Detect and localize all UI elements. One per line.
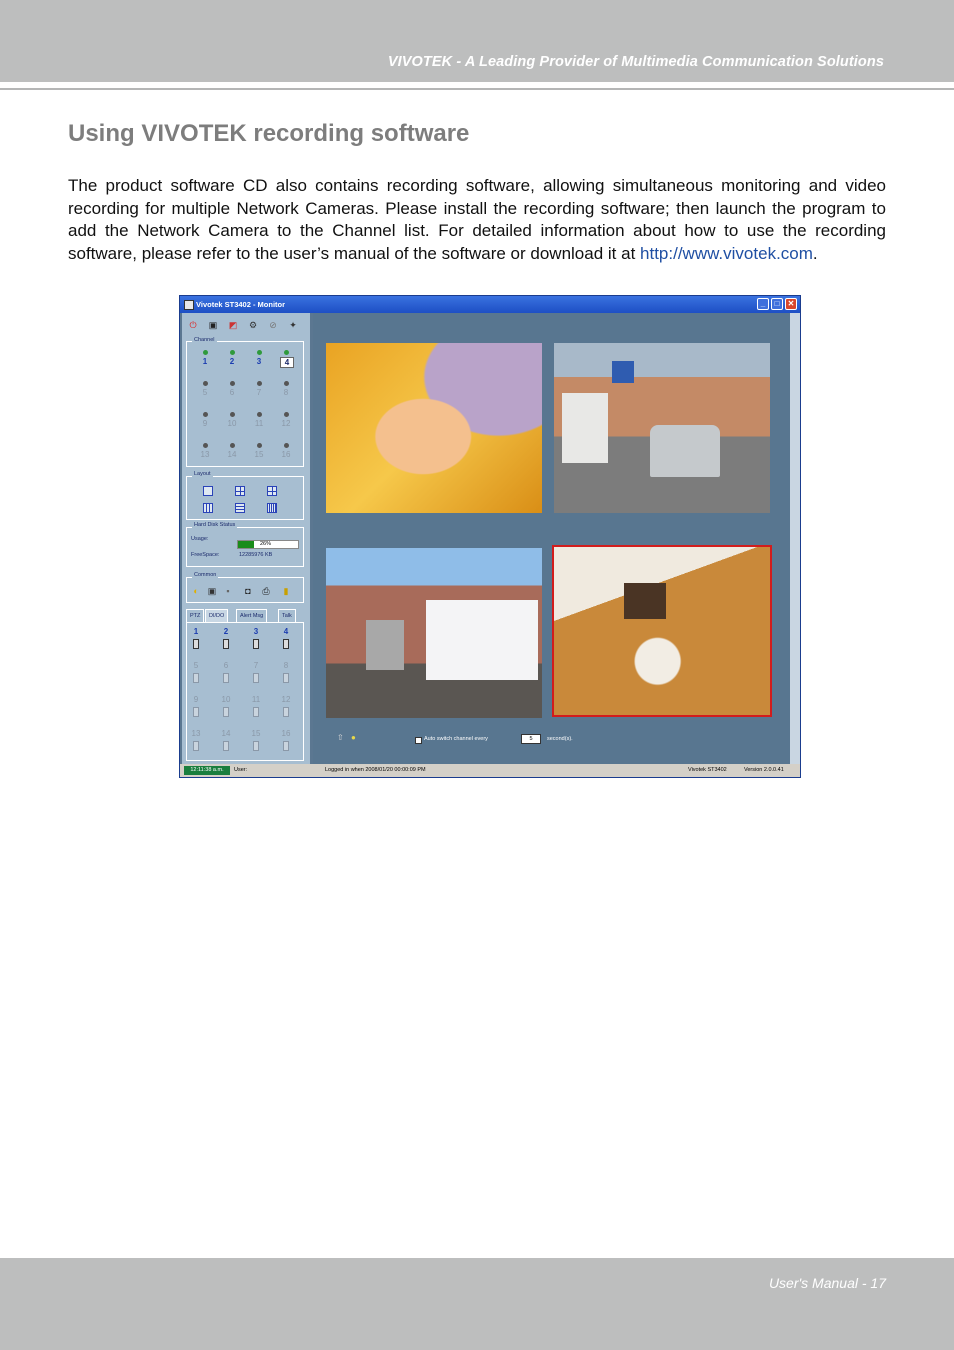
channel-group-label: Channel: [194, 337, 215, 343]
garage-door: [366, 620, 404, 670]
dio-switch[interactable]: [253, 673, 259, 683]
dio-number: 6: [223, 661, 229, 670]
dio-switch[interactable]: [253, 741, 259, 751]
alarm-light-icon[interactable]: ●: [351, 733, 356, 742]
dio-switch[interactable]: [283, 707, 289, 717]
dio-switch[interactable]: [223, 639, 229, 649]
tab-panel: [186, 609, 304, 761]
channel-button[interactable]: 1: [202, 357, 208, 366]
app-icon: [184, 300, 194, 310]
section-paragraph: [68, 175, 886, 265]
stop-icon[interactable]: ▣: [207, 586, 217, 596]
channel-button[interactable]: 4: [280, 357, 294, 368]
recording-software-screenshot: [179, 295, 801, 778]
channel-led: [257, 381, 262, 386]
channel-button[interactable]: 7: [256, 388, 262, 397]
status-login: Logged in when 2008/01/20 00:00:09 PM: [325, 767, 426, 773]
dio-number: 11: [251, 695, 261, 704]
dio-switch[interactable]: [193, 639, 199, 649]
channel-button[interactable]: 2: [229, 357, 235, 366]
dio-number: 8: [283, 661, 289, 670]
snapshot-folder-icon[interactable]: ◐: [193, 586, 199, 596]
channel-button[interactable]: 9: [202, 419, 208, 428]
vertical-scrollbar[interactable]: [790, 313, 800, 764]
close-button[interactable]: ✕: [785, 298, 797, 310]
hdd-status-group: [186, 527, 304, 567]
page-footer: [0, 1258, 954, 1350]
dio-number: 15: [251, 729, 261, 738]
dio-switch[interactable]: [223, 741, 229, 751]
layout-group-label: Layout: [194, 471, 211, 477]
camera-view-street[interactable]: [554, 343, 770, 513]
channel-button[interactable]: 10: [227, 419, 237, 428]
dio-switch[interactable]: [253, 639, 259, 649]
channel-button[interactable]: 5: [202, 388, 208, 397]
channel-button[interactable]: 15: [254, 450, 264, 459]
hdd-group-label: Hard Disk Status: [194, 522, 236, 528]
status-bar: [180, 764, 800, 777]
auto-switch-label: Auto switch channel every: [424, 736, 488, 742]
usage-label: Usage:: [191, 536, 209, 542]
dio-number: 10: [221, 695, 231, 704]
paragraph-text: The product software CD also contains recording software, allowing simultaneous monitoring and video recording for multiple Network Cameras. Please install the recording software; then launch the program to add the Network Camera to the Channel list. For detailed information about how to use the recording software, please refer to the user’s manual of the software or download it at: [68, 176, 886, 263]
channel-led: [203, 412, 208, 417]
layout-3x3-button[interactable]: [203, 503, 213, 513]
channel-led: [203, 443, 208, 448]
common-group-label: Common: [194, 572, 217, 578]
channel-button[interactable]: 3: [256, 357, 262, 366]
van-shape: [562, 393, 608, 463]
dio-switch[interactable]: [193, 707, 199, 717]
auto-switch-unit: second(s).: [547, 736, 573, 742]
channel-led: [284, 412, 289, 417]
dio-switch[interactable]: [283, 639, 289, 649]
ptz-up-icon[interactable]: ⇧: [337, 733, 344, 742]
camera-view-truck[interactable]: [326, 548, 542, 718]
dio-number: 3: [253, 627, 259, 636]
dio-number: 1: [193, 627, 199, 636]
channel-button[interactable]: 12: [281, 419, 291, 428]
dio-switch[interactable]: [283, 741, 289, 751]
auto-switch-seconds-input[interactable]: 5: [521, 734, 541, 744]
freespace-value: 12285976 KB: [239, 552, 273, 558]
footer-page-label: User's Manual - 17: [768, 1275, 886, 1291]
maximize-button[interactable]: □: [771, 298, 783, 310]
dio-number: 14: [221, 729, 231, 738]
layout-group: [186, 476, 304, 520]
print-icon[interactable]: ⎙: [262, 586, 270, 596]
dio-number: 12: [281, 695, 291, 704]
channel-led: [257, 350, 262, 355]
dio-switch[interactable]: [223, 707, 229, 717]
channel-led: [230, 381, 235, 386]
channel-led: [284, 381, 289, 386]
paragraph-end: .: [812, 243, 818, 263]
dio-switch[interactable]: [193, 673, 199, 683]
tab-dido[interactable]: DI/DO: [205, 609, 228, 622]
header-tagline: VIVOTEK - A Leading Provider of Multimedia Communication Solutions: [387, 54, 884, 70]
freespace-label: FreeSpace:: [191, 552, 220, 558]
channel-button[interactable]: 6: [229, 388, 235, 397]
tab-alert-msg[interactable]: Alert Msg: [236, 609, 267, 622]
minimize-button[interactable]: _: [757, 298, 769, 310]
tab-ptz[interactable]: PTZ: [186, 609, 204, 622]
monitor-icon[interactable]: ▣: [208, 320, 218, 330]
user-tools-icon[interactable]: ✦: [289, 320, 297, 330]
fireplace-shape: [624, 583, 666, 619]
power-icon[interactable]: ⏻: [189, 320, 197, 330]
dio-switch[interactable]: [253, 707, 259, 717]
record-icon[interactable]: ▪: [226, 586, 230, 596]
channel-button[interactable]: 13: [200, 450, 210, 459]
layout-1x1-button[interactable]: [203, 486, 213, 496]
dio-number: 5: [193, 661, 199, 670]
dio-switch[interactable]: [283, 673, 289, 683]
channel-button[interactable]: 16: [281, 450, 291, 459]
channel-group: [186, 341, 304, 467]
common-group: [186, 577, 304, 603]
channel-led: [257, 443, 262, 448]
status-product: Vivotek ST3402: [688, 767, 727, 773]
header-rule: [0, 88, 954, 90]
color-settings-icon[interactable]: ◩: [228, 320, 238, 330]
dido-panel: [186, 622, 304, 761]
channel-led: [284, 443, 289, 448]
auto-switch-checkbox[interactable]: [415, 737, 422, 744]
channel-led: [257, 412, 262, 417]
control-sidebar: [182, 313, 310, 764]
section-title: Using VIVOTEK recording software: [68, 120, 470, 147]
window-title: Vivotek ST3402 - Monitor: [196, 300, 286, 309]
channel-led: [230, 350, 235, 355]
channel-button[interactable]: 14: [227, 450, 237, 459]
channel-led: [203, 350, 208, 355]
layout-4x4-button[interactable]: [267, 503, 277, 513]
dio-number: 16: [281, 729, 291, 738]
layout-1plus5-button[interactable]: [267, 486, 277, 496]
usage-fill: [238, 541, 254, 548]
tab-talk[interactable]: Talk: [278, 609, 296, 622]
camera-view-living-room[interactable]: [552, 545, 772, 717]
dio-number: 9: [193, 695, 199, 704]
crossing-sign: [612, 361, 634, 383]
dio-switch[interactable]: [193, 741, 199, 751]
video-panel: [313, 313, 790, 764]
dio-number: 2: [223, 627, 229, 636]
layout-2x2-button[interactable]: [235, 486, 245, 496]
dio-number: 13: [191, 729, 201, 738]
dio-number: 7: [253, 661, 259, 670]
status-time: 12:11:38 a.m.: [184, 766, 230, 775]
page-header: [0, 0, 954, 82]
window-titlebar: [180, 296, 800, 313]
vivotek-link[interactable]: http://www.vivotek.com: [640, 243, 813, 263]
disabled-icon[interactable]: ⊘: [269, 320, 277, 330]
layout-1plus7-button[interactable]: [235, 503, 245, 513]
channel-led: [230, 443, 235, 448]
truck-shape: [426, 600, 538, 680]
usage-value: 26%: [260, 541, 272, 547]
usage-bar: [237, 540, 299, 549]
channel-led: [284, 350, 289, 355]
dio-switch[interactable]: [223, 673, 229, 683]
status-version: Version 2.0.0.41: [744, 767, 784, 773]
channel-led: [203, 381, 208, 386]
channel-led: [230, 412, 235, 417]
dio-number: 4: [283, 627, 289, 636]
camera-view-baby[interactable]: [326, 343, 542, 513]
channel-button[interactable]: 11: [254, 419, 264, 428]
status-user-label: User:: [234, 767, 248, 773]
lock-icon[interactable]: ⚙: [248, 320, 258, 330]
car-shape: [650, 425, 720, 477]
channel-button[interactable]: 8: [283, 388, 289, 397]
trash-icon[interactable]: ▮: [283, 586, 289, 596]
camera-icon[interactable]: ◘: [245, 586, 251, 596]
